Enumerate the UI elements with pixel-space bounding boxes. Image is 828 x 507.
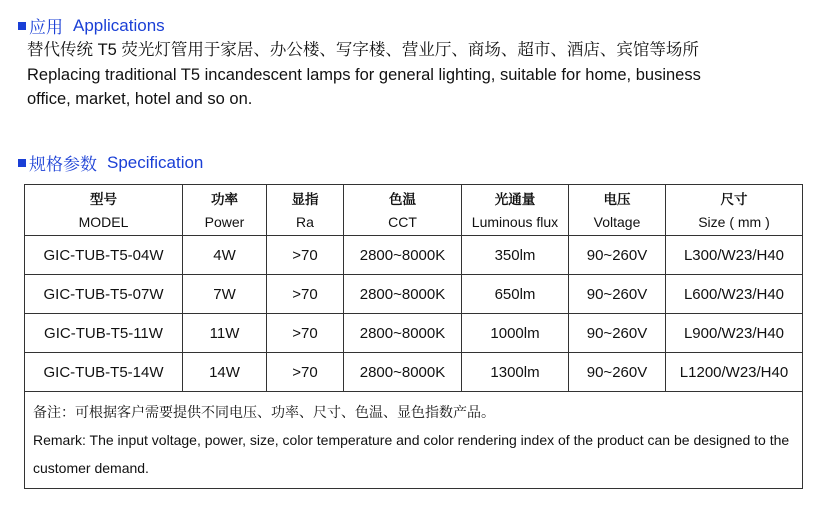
applications-text-en-line2: office, market, hotel and so on.: [27, 90, 253, 108]
cell-size: L600/W23/H40: [666, 275, 803, 314]
column-header-model: 型号 MODEL: [25, 185, 183, 236]
cell-ra: >70: [267, 314, 344, 353]
cell-flux: 1300lm: [462, 353, 569, 392]
table-header-row: [25, 185, 803, 236]
cell-voltage: 90~260V: [569, 314, 666, 353]
cell-cct: 2800~8000K: [344, 236, 462, 275]
specification-heading-zh: 规格参数: [29, 155, 97, 174]
cell-size: L900/W23/H40: [666, 314, 803, 353]
cell-size: L300/W23/H40: [666, 236, 803, 275]
applications-heading-en: Applications: [73, 15, 165, 35]
cell-cct: 2800~8000K: [344, 314, 462, 353]
cell-voltage: 90~260V: [569, 236, 666, 275]
column-header-ra: 显指 Ra: [267, 185, 344, 236]
cell-voltage: 90~260V: [569, 275, 666, 314]
table-row: [25, 275, 803, 314]
column-header-size: 尺寸 Size ( mm ): [666, 185, 803, 236]
cell-flux: 350lm: [462, 236, 569, 275]
cell-model: GIC-TUB-T5-07W: [25, 275, 183, 314]
column-header-power: 功率 Power: [183, 185, 267, 236]
cell-power: 4W: [183, 236, 267, 275]
applications-text-zh: 替代传统 T5 荧光灯管用于家居、办公楼、写字楼、营业厅、商场、超市、酒店、宾馆等场所: [27, 41, 699, 59]
column-header-cct: 色温 CCT: [344, 185, 462, 236]
column-header-voltage: 电压 Voltage: [569, 185, 666, 236]
applications-heading-zh: 应用: [29, 18, 63, 37]
table-row: [25, 236, 803, 275]
cell-model: GIC-TUB-T5-11W: [25, 314, 183, 353]
cell-size: L1200/W23/H40: [666, 353, 803, 392]
cell-cct: 2800~8000K: [344, 275, 462, 314]
table-row: [25, 314, 803, 353]
cell-cct: 2800~8000K: [344, 353, 462, 392]
bullet-square-icon: [18, 159, 26, 167]
cell-power: 11W: [183, 314, 267, 353]
cell-model: GIC-TUB-T5-04W: [25, 236, 183, 275]
cell-power: 14W: [183, 353, 267, 392]
bullet-square-icon: [18, 22, 26, 30]
remark-cell: [25, 392, 803, 489]
cell-flux: 650lm: [462, 275, 569, 314]
specification-heading-en: Specification: [107, 152, 204, 172]
cell-ra: >70: [267, 353, 344, 392]
remark-row: [25, 392, 803, 489]
remark-zh: 备注：可根据客户需要提供不同电压、功率、尺寸、色温、显色指数产品。: [33, 404, 495, 420]
cell-model: GIC-TUB-T5-14W: [25, 353, 183, 392]
table-row: [25, 353, 803, 392]
cell-power: 7W: [183, 275, 267, 314]
column-header-luminous-flux: 光通量 Luminous flux: [462, 185, 569, 236]
specification-heading: [18, 150, 203, 175]
applications-heading: [18, 13, 165, 38]
cell-ra: >70: [267, 275, 344, 314]
specification-table: [24, 184, 803, 489]
remark-en: Remark: The input voltage, power, size, color temperature and color rendering index of the product can be designed to the customer demand.: [33, 432, 790, 476]
applications-text-en-line1: Replacing traditional T5 incandescent lamps for general lighting, suitable for home, business: [27, 66, 701, 84]
cell-flux: 1000lm: [462, 314, 569, 353]
cell-ra: >70: [267, 236, 344, 275]
cell-voltage: 90~260V: [569, 353, 666, 392]
